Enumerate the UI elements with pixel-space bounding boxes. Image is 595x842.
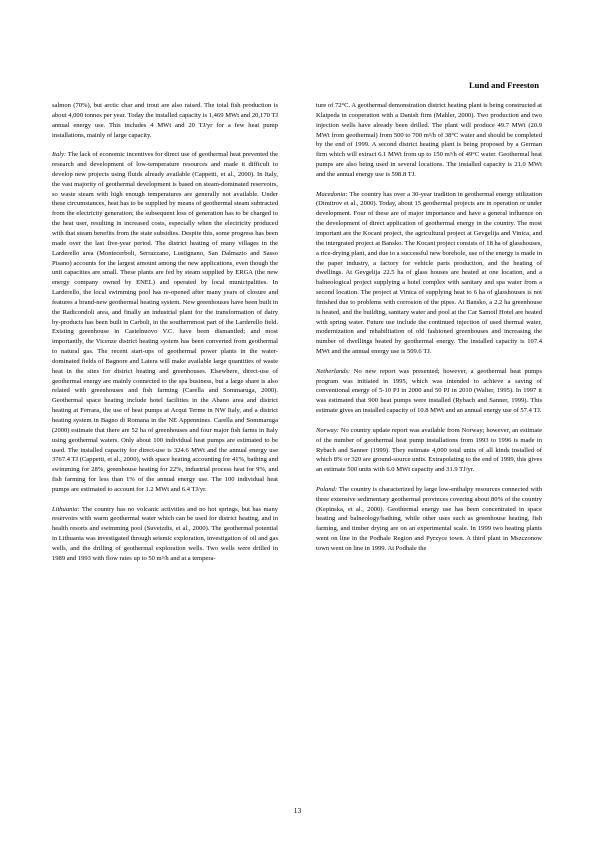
paragraph-text: No new report was presented; however, a geothermal heat pumps program was initiated in 1995, which was intended to achieve a saving of conventional energy of 5-10 PJ in 2000 and 50 PJ in 2010 (Walter, 1995). In 1997 it was estimated that 900 heat pumps were installed (Rybach and Sanner, 1999). This estimate gives an installed capacity of 10.8 MWt and an annual energy use of 57.4 TJ. xyxy=(316,367,542,415)
section-heading-norway: Norway: xyxy=(316,426,339,434)
paragraph-iceland-fish xyxy=(52,101,278,140)
paragraph-norway xyxy=(316,426,542,475)
page-number: 13 xyxy=(293,806,302,815)
section-heading-lithuania: Lithuania: xyxy=(52,505,80,513)
section-heading-italy: Italy: xyxy=(52,151,67,159)
paragraph-text: ture of 72°C. A geothermal demonstration district heating plant is being constructed at Klaipeda in cooperation with a Danish firm (Mahler, 2000). Two production and two injection wells have already been drilled. The plant will produce 49.7 MWt (20.9 MWt from geothermal) from 500 to 700 m³/h of 38°C water and should be completed by the end of 1999. A second district heating plant is being proposed by a German firm which will extract 6.1 MWt from up to 150 m³/h of 49°C water. Geothermal heat pumps are also being used in several locations. The installed capacity is 21.0 MWt and the annual energy use is 598.8 TJ. xyxy=(316,102,542,178)
right-text-column xyxy=(316,101,542,554)
paragraph-text: salmon (70%), but arctic char and trout are also raised. The total fish production is about 4,000 tonnes per year. Today the installed capacity is 1,469 MWt and 20,170 TJ annual energy use. This includes 4 MWt and 20 TJ/yr for a few heat pump installations, mainly of large capacity. xyxy=(52,102,278,139)
paragraph-italy xyxy=(52,150,278,495)
paragraph-lithuania xyxy=(52,505,278,564)
paragraph-netherlands xyxy=(316,367,542,416)
paragraph-lithuania-cont xyxy=(316,101,542,180)
section-heading-netherlands: Netherlands: xyxy=(316,367,351,375)
paragraph-text: The country is characterized by large low-enthalpy resources connected with three extensive sedimentary geothermal provinces covering about 80% of the country (Kepinska, et al., 2000). Geothermal energy use has been concentrated in space heating and balneology/bathing, while other uses such as greenhouse heating, fish farming, and timber drying are on an experimental scale. In 1999 two heating plants went on line in the Podhale Region and Pyrzyce town. A third plant in Mszczonow town went on line in 1999. At Podhale the xyxy=(316,485,542,552)
section-heading-macedonia: Macedonia: xyxy=(316,190,348,198)
paragraph-poland xyxy=(316,485,542,554)
paragraph-text: No country update report was available from Norway; however, an estimate of the number of geothermal heat pump installations from 1993 to 1996 is made in Rybach and Sanner (1999). They estimate 4,000 total units of all kinds installed of which 8% or 320 are ground-source units. Extrapolating to the end of 1999, this gives an estimate 500 units with 6.0 MWt capacity and 31.9 TJ/yr. xyxy=(316,426,542,474)
paragraph-macedonia xyxy=(316,190,542,357)
paragraph-text: The lack of economic incentives for direct use of geothermal heat prevented the research and development of low-temperature resources and made it difficult to develop new projects using fluids already available (Cappetti, et al., 2000). In Italy, the vast majority of geothermal development is based on steam-dominated reservoirs, so waste steam with high enough temperatures are generally not available. Under these circumstances, heat has to be supplied by means of geothermal steam subtracted from the electricity generation; the subsequent loss of generation has to be charged to the heat user, resulting in increased costs, especially when the electricity produced with that steam benefits from the state subsidies. Despite this, some progress has been made over the last five-year period. The district heating of many villages in the Larderello area (Montecerboli, Serrazzano, Lustignano, San Dalmazio and Sasso Pisano) accounts for the largest amount among the new applications, even though the unit capacities are small. These plants are fed by steam supplied by ERGA (the new energy company owned by ENEL) and operated by local municipalities. In Larderello, the local swimming pool has re-opened after many years of closure and features a brand-new geothermal heating system. New greenhouses have been built in the Radicondoli area, and finally an industrial plant for the transformation of dairy by-products has been built in Carboli, in the southernmost part of the Larderello field. Existing greenhouse in Castelnuovo V.C. have been dismantled; and most importantly, the Vicenze district heating system has been converted from geothermal to natural gas. The recent start-ups of geothermal power plants in the water-dominated fields of Bagnore and Latera will make available large quantities of waste heat in the sites for district heating and greenhouses. Elsewhere, direct-use of geothermal energy are mainly connected to the spa business, but a large share is also related with greenhouses and fish farming (Carella and Sommaruga, 2000). Geothermal space heating include hotel facilities in the Abano area and district heating at Ferrara, the use of heat pumps at Acqui Terme in NW Italy, and a district heating system in Bagno di Romana in the NE Appennines. Carella and Sommaruga (2000) estimate that there are 52 ha of greenhouses and four major fish farms in Italy using geothermal waters. Only about 100 individual heat pumps are estimated to be used. The installed capacity for direct-use is 324.6 MWt and the annual energy use 3767.4 TJ (Cappetti, et al., 2000), with space heating accounting for 41%, bathing and swimming for 28%, greenhouse heating for 22%, industrial process heat for 9%, and fish farming for less than 1% of the annual energy use. The 100 individual heat pumps are estimated to account for 1.2 MWt and 6.4 TJ/yr. xyxy=(52,151,278,493)
paragraph-text: The country has over a 30-year tradition in geothermal energy utilization (Dimitrov et al., 2000). Today, about 15 geothermal projects are in operation or under development. Four of these are of major importance and have a general influence on the development of direct application of geothermal energy in the country. The most important are the Kocani project, the agricultural project at Gevgelija and Vinica, and the intergrated project at Bansko. The Kocani project consists of 18 ha of glasshouses, a rice-drying plant, and due to a successful new borehole, use of the energy is made in the paper industry, a factory for vehicle parts production, and the heating of dwellings. At Gevgelija 22.5 ha of glass houses are heated at one location, and a balneological project supplying a hotel complex with sanitary and spa water from a second location. The project at Vinica of supplying heat to 6 ha of glasshouses is not finished due to problems with corrosion of the pipes. At Bansko, a 2.2 ha greenhouse is heated, and the building, sanitary water and pool at the Car Samoil Hotel are heated with spring water. Future use include the continued injection of used thermal water, modernization and rehabilitation of old fashioned greenhouses and increasing the number of dwellings heated by geothermal energy. The installed capacity is 107.4 MWt and the annual energy use is 509.6 TJ. xyxy=(316,190,542,356)
left-text-column xyxy=(52,101,278,564)
section-heading-poland: Poland: xyxy=(316,485,338,493)
running-header-authors: Lund and Freeston xyxy=(468,80,539,90)
paragraph-text: The country has no volcanic activities and no hot springs, but has many reservoirs with warm geothermal water which can be used for district heating, and in health resorts and swimming pool (Suveizdis, et al., 2000). The geothermal potential in Lithuania was investigated through seismic exploration, investigation of oil and gas wells, and the drilling of geothermal exploration wells. Two wells were drilled in 1989 and 1993 with flow rates up to 50 m³/h and at a tempera- xyxy=(52,505,278,562)
